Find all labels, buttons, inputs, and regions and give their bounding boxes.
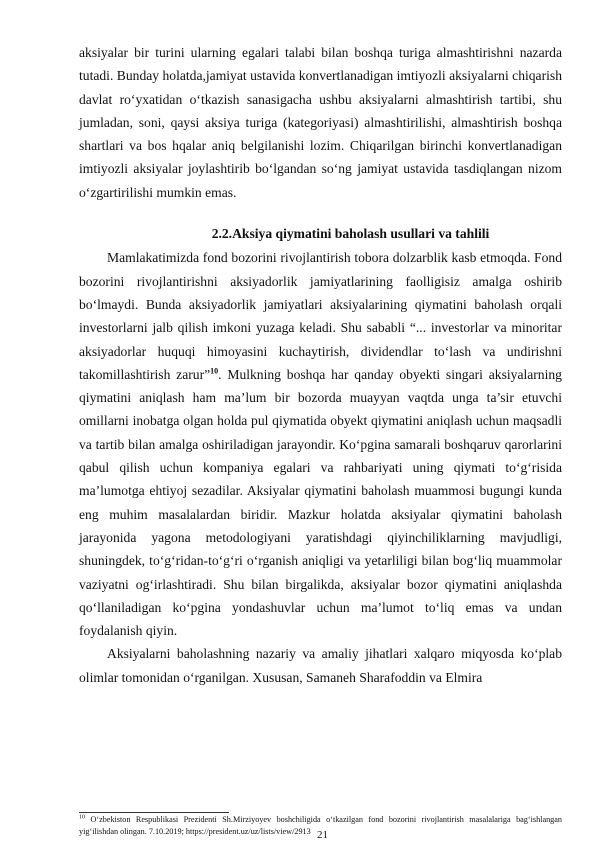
footnote-reference: 10 <box>210 366 219 376</box>
footnote-number: 10 <box>79 814 85 821</box>
section-heading: 2.2.Aksiya qiymatini baholash usullari va tahlili <box>211 226 490 242</box>
page-number: 21 <box>317 829 328 841</box>
paragraph-2-text-b: . Mulkning boshqa har qanday obyekti singari aksiyalarning qiymatini aniqlash ham ma’lum bir bozorda muayyan vaqtda unga ta’sir etuvchi omillarni inobatga olgan holda pul qiymatida obyekt qiymatini aniqlash uchun maqsadli va tartib bilan amalga oshiriladigan jarayondir. Ko‘pgina samarali boshqaruv qarorlarini qabul qilish uchun kompaniya egalari va rahbariyati uning qiymati to‘g‘risida ma’lumotga ehtiyoj sezadilar. Aksiyalar qiymatini baholash muammosi bugungi kunda eng muhim masalalardan biridir. Mazkur holatda aksiyalar qiymatini baholash jarayonida yagona metodologiyani yaratishdagi qiyinchiliklarning mavjudligi, shuningdek, to‘g‘ridan-to‘g‘ri o‘rganish aniqligi va yetarliligi bilan bog‘liq muammolar vaziyatni og‘irlashtiradi. Shu bilan birgalikda, aksiyalar bozor qiymatini aniqlashda qo‘llaniladigan ko‘pgina yondashuvlar uchun ma’lumot to‘liq emas va undan foydalanish qiyin. <box>79 366 562 639</box>
document-body <box>79 41 562 689</box>
paragraph-2 <box>79 246 562 642</box>
paragraph-3: Aksiyalarni baholashning nazariy va amaliy jihatlari xalqaro miqyosda ko‘plab olimlar tomonidan o‘rganilgan. Xususan, Samaneh Sharafoddin va Elmira <box>79 646 562 685</box>
footnote-text: O‘zbekiston Respublikasi Prezidenti Sh.Mirziyoyev boshchiligida o‘tkazilgan fond bozorini rivojlantirish masalalariga bag‘ishlangan yig‘ilishdan olingan. 7.10.2019; https://president.uz/uz/lists/view/2913 <box>79 815 562 836</box>
footnote-divider <box>79 812 229 813</box>
paragraph-2-text-a: Mamlakatimizda fond bozorini rivojlantirish tobora dolzarblik kasb etmoqda. Fond bozorini rivojlantirishni aksiyadorlik jamiyatlarining faolligisiz amalga oshirib bo‘lmaydi. Bunda aksiyadorlik jamiyatlari aksiyalarining qiymatini baholash orqali investorlarni jalb qilish imkoni yuzaga keladi. Shu sababli “... investorlar va minoritar aksiyadorlar huquqi himoyasini kuchaytirish, dividendlar to‘lash va undirishni takomillashtirish zarur” <box>79 250 562 382</box>
paragraph-1: aksiyalar bir turini ularning egalari talabi bilan boshqa turiga almashtirishni nazarda tutadi. Bunday holatda,jamiyat ustavida konvertlanadigan imtiyozli aksiyalarni chiqarish davlat ro‘yxatidan o‘tkazish sanasigacha ushbu aksiyalarni almashtirish tartibi, shu jumladan, soni, qaysi aksiya turiga (kategoriyasi) almashtirilishi, almashtirish boshqa shartlari va bos hqalar aniq belgilanishi lozim. Chiqarilgan birinchi konvertlanadigan imtiyozli aksiyalar joylashtirib bo‘lgandan so‘ng jamiyat ustavida tasdiqlangan nizom o‘zgartirilishi mumkin emas. <box>79 45 562 200</box>
